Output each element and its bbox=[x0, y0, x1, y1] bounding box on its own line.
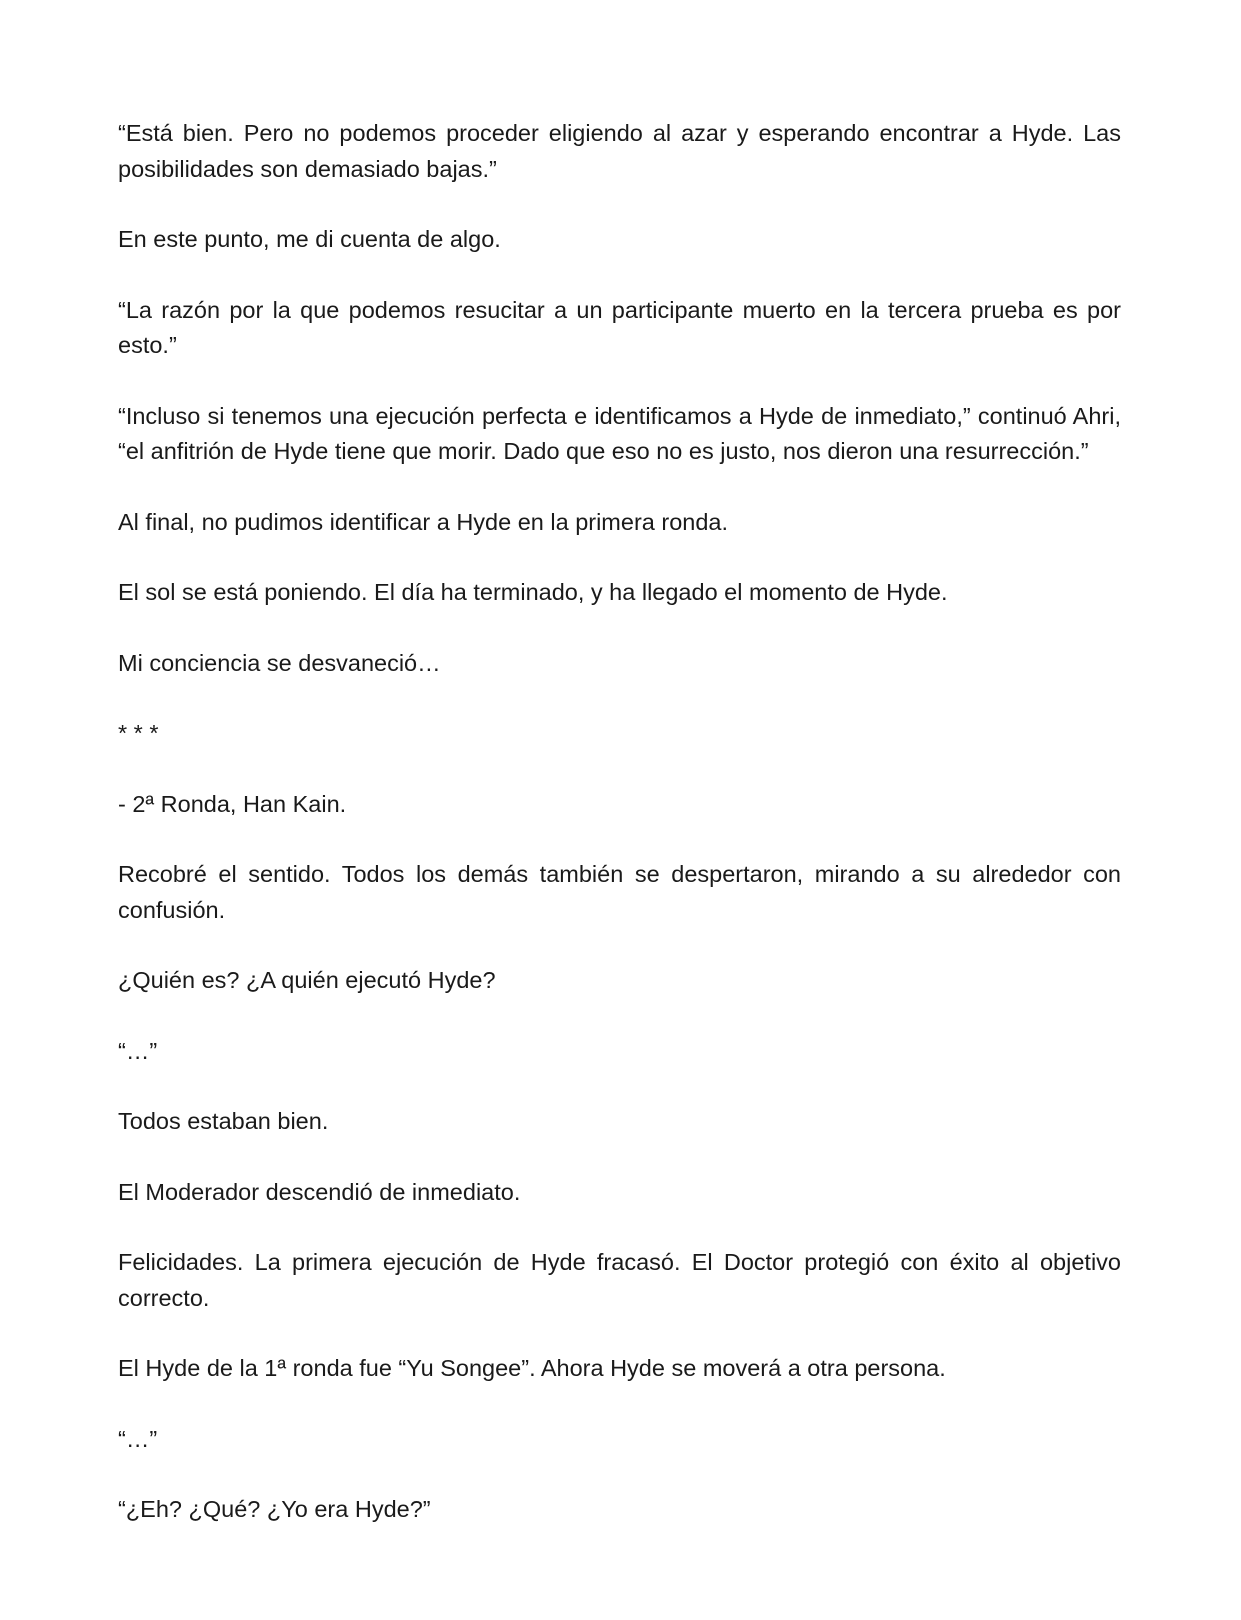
paragraph-4: “Incluso si tenemos una ejecución perfecta e identificamos a Hyde de inmediato,” continuó Ahri, “el anfitrión de Hyde tiene que morir. Dado que eso no es justo, nos dieron una resurrección.” bbox=[118, 402, 1121, 464]
paragraph-13: Todos estaban bien. bbox=[118, 1108, 329, 1134]
paragraph-7: Mi conciencia se desvaneció… bbox=[118, 649, 441, 676]
paragraph-18: “¿Eh? ¿Qué? ¿Yo era Hyde?” bbox=[118, 1496, 431, 1522]
paragraph-2: En este punto, me di cuenta de algo. bbox=[118, 226, 501, 252]
paragraph-11: ¿Quién es? ¿A quién ejecutó Hyde? bbox=[118, 967, 496, 993]
paragraph-15: Felicidades. La primera ejecución de Hyde fracasó. El Doctor protegió con éxito al objetivo correcto. bbox=[118, 1249, 1121, 1311]
paragraph-9: - 2ª Ronda, Han Kain. bbox=[118, 790, 347, 817]
paragraph-3: “La razón por la que podemos resucitar a un participante muerto en la tercera prueba es por esto.” bbox=[118, 296, 1121, 358]
paragraph-12: “…” bbox=[118, 1037, 158, 1064]
scene-break: * * * bbox=[118, 720, 159, 746]
document-body bbox=[118, 116, 1121, 1563]
paragraph-10: Recobré el sentido. Todos los demás también se despertaron, mirando a su alrededor con confusión. bbox=[118, 861, 1121, 923]
paragraph-1: “Está bien. Pero no podemos proceder eligiendo al azar y esperando encontrar a Hyde. Las posibilidades son demasiado bajas.” bbox=[118, 120, 1121, 182]
paragraph-6: El sol se está poniendo. El día ha terminado, y ha llegado el momento de Hyde. bbox=[118, 579, 948, 605]
paragraph-17: “…” bbox=[118, 1425, 158, 1452]
paragraph-16: El Hyde de la 1ª ronda fue “Yu Songee”. Ahora Hyde se moverá a otra persona. bbox=[118, 1355, 946, 1381]
paragraph-14: El Moderador descendió de inmediato. bbox=[118, 1178, 521, 1205]
paragraph-5: Al final, no pudimos identificar a Hyde en la primera ronda. bbox=[118, 508, 729, 535]
